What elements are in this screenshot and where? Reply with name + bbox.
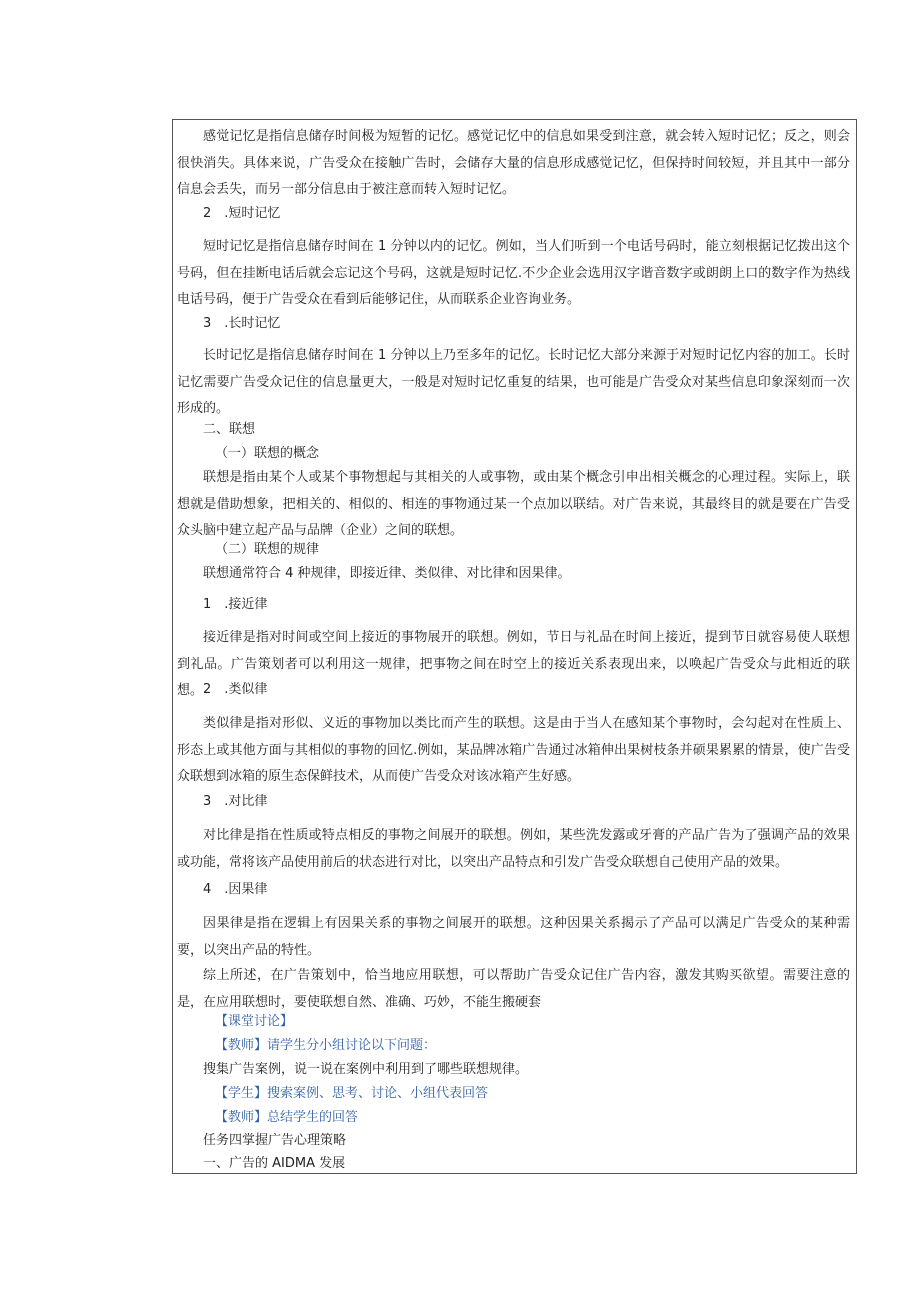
paragraph-rule-contrast: 对比律是指在性质或特点相反的事物之间展开的联想。例如，某些洗发露或牙膏的产品广告为了强调产品的效果或功能，常将该产品使用前后的状态进行对比，以突出产品特点和引发广告受众联想自己使用产品的效果。: [177, 828, 850, 870]
label-student-activity: 【学生】搜索案例、思考、讨论、小组代表回答: [215, 1086, 489, 1101]
paragraph-summary: 综上所述，在广告策划中，恰当地应用联想，可以帮助广告受众记住广告内容，激发其购买欲望。需要注意的是，在应用联想时，要使联想自然、准确、巧妙，不能生搬硬套: [177, 968, 850, 1010]
subsection-association-rules: （二）联想的规律: [215, 542, 320, 557]
paragraph-rule-similarity: 类似律是指对形似、义近的事物加以类比而产生的联想。这是由于当人在感知某个事物时，会勾起对在性质上、形态上或其他方面与其相似的事物的回忆.例如，某品牌冰箱广告通过冰箱伸出果树枝条并硕果累累的情景，使广告受众联想到冰箱的原生态保鲜技术，从而使广告受众对该冰箱产生好感。: [177, 716, 850, 784]
label-class-discussion: 【课堂讨论】: [215, 1014, 294, 1029]
content-table-cell: [172, 119, 857, 1174]
section-title-aidma: 一、广告的 AIDMA 发展: [203, 1156, 346, 1171]
label-teacher-prompt: 【教师】请学生分小组讨论以下问题：: [215, 1038, 437, 1053]
task-title: 任务四掌握广告心理策略: [203, 1133, 347, 1148]
paragraph-long-term-memory: 长时记忆是指信息储存时间在 1 分钟以上乃至多年的记忆。长时记忆大部分来源于对短时记忆内容的加工。长时记忆需要广告受众记住的信息量更大，一般是对短时记忆重复的结果，也可能是广告受众对某些信息印象深刻而一次形成的。: [177, 348, 850, 416]
paragraph-short-term-memory: 短时记忆是指信息储存时间在 1 分钟以内的记忆。例如，当人们听到一个电话号码时，能立刻根据记忆拨出这个号码，但在挂断电话后就会忘记这个号码，这就是短时记忆.不少企业会选用汉字谐音数字或朗朗上口的数字作为热线电话号码，便于广告受众在看到后能够记住，从而联系企业咨询业务。: [177, 239, 850, 307]
discussion-question: 搜集广告案例，说一说在案例中利用到了哪些联想规律。: [203, 1062, 529, 1077]
heading-rule-contrast: 3 .对比律: [203, 794, 268, 809]
subsection-association-concept: （一）联想的概念: [215, 446, 320, 461]
heading-short-term-memory: 2 .短时记忆: [203, 206, 281, 221]
paragraph-sensory-memory: 感觉记忆是指信息储存时间极为短暂的记忆。感觉记忆中的信息如果受到注意，就会转入短时记忆；反之，则会很快消失。具体来说，广告受众在接触广告时，会储存大量的信息形成感觉记忆，但保持时间较短，并且其中一部分信息会丢失，而另一部分信息由于被注意而转入短时记忆。: [177, 129, 850, 197]
heading-rule-causality: 4 .因果律: [203, 882, 268, 897]
heading-long-term-memory: 3 .长时记忆: [203, 316, 281, 331]
label-teacher-summary: 【教师】总结学生的回答: [215, 1110, 359, 1125]
paragraph-rule-causality: 因果律是指在逻辑上有因果关系的事物之间展开的联想。这种因果关系揭示了产品可以满足广告受众的某种需要，以突出产品的特性。: [177, 916, 850, 958]
heading-rule-proximity: 1 .接近律: [203, 597, 268, 612]
heading-rule-similarity: 2 .类似律: [203, 682, 268, 697]
paragraph-rule-proximity: 接近律是指对时间或空间上接近的事物展开的联想。例如，节日与礼品在时间上接近，提到节日就容易使人联想到礼品。广告策划者可以利用这一规律，把事物之间在时空上的接近关系表现出来，以唤起广告受众与此相近的联想。: [177, 630, 850, 698]
paragraph-association-concept: 联想是指由某个人或某个事物想起与其相关的人或事物，或由某个概念引申出相关概念的心理过程。实际上，联想就是借助想象，把相关的、相似的、相连的事物通过某一个点加以联结。对广告来说，其最终目的就是要在广告受众头脑中建立起产品与品牌（企业）之间的联想。: [177, 470, 850, 538]
paragraph-rules-intro: 联想通常符合 4 种规律，即接近律、类似律、对比律和因果律。: [203, 566, 571, 581]
section-title-association: 二、联想: [203, 422, 256, 437]
